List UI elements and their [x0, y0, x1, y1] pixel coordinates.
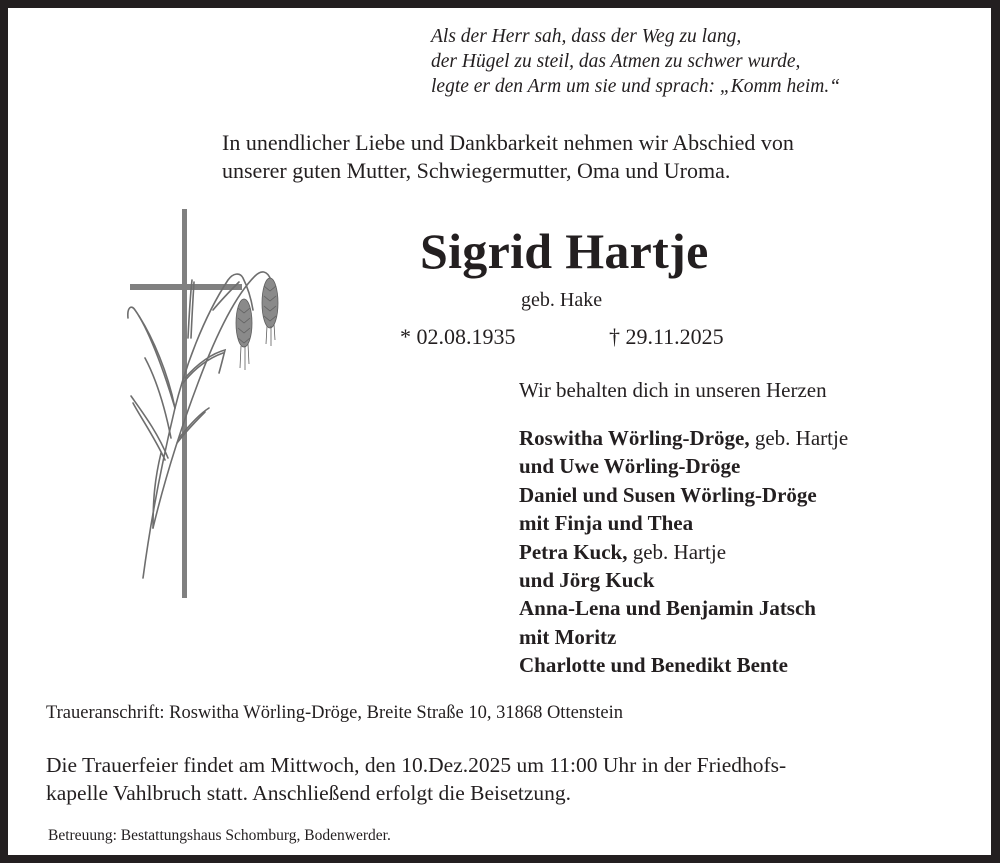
ceremony-info [46, 751, 786, 807]
intro-line: unserer guten Mutter, Schwiegermutter, Oma und Uroma. [222, 158, 731, 183]
family-member [519, 594, 848, 622]
family-member [519, 424, 848, 452]
family-member [519, 481, 848, 509]
intro-text [222, 129, 794, 185]
member-note: geb. Hartje [749, 426, 849, 450]
family-member [519, 538, 848, 566]
member-name: mit Finja und Thea [519, 511, 694, 536]
birth-date: * 02.08.1935 [400, 324, 516, 349]
death-date: † 29.11.2025 [609, 324, 724, 349]
family-member [519, 651, 848, 679]
mourning-address: Traueranschrift: Roswitha Wörling-Dröge, Breite Straße 10, 31868 Ottenstein [46, 703, 623, 723]
motto: Wir behalten dich in unseren Herzen [519, 378, 827, 402]
maiden-name: geb. Hake [521, 289, 603, 311]
intro-line: In unendlicher Liebe und Dankbarkeit nehmen wir Abschied von [222, 130, 794, 155]
undertaker-credit: Betreuung: Bestattungshaus Schomburg, Bodenwerder. [48, 827, 391, 844]
family-list [519, 424, 848, 680]
obituary-notice [8, 8, 991, 855]
family-member [519, 623, 848, 651]
deceased-name: Sigrid Hartje [420, 223, 709, 279]
poem-line: Als der Herr sah, dass der Weg zu lang, [431, 26, 742, 47]
ceremony-line: kapelle Vahlbruch statt. Anschließend erfolgt die Beisetzung. [46, 781, 572, 805]
poem-line: legte er den Arm um sie und sprach: „Komm heim.“ [431, 76, 841, 97]
family-member [519, 566, 848, 594]
member-name: und Uwe Wörling-Dröge [519, 454, 741, 479]
member-name: Daniel und Susen Wörling-Dröge [519, 482, 817, 507]
family-member [519, 452, 848, 480]
member-name: Roswitha Wörling-Dröge, [519, 426, 750, 450]
cross-with-wheat-icon [113, 198, 293, 608]
member-note: geb. Hartje [627, 539, 727, 564]
ceremony-line: Die Trauerfeier findet am Mittwoch, den 10.Dez.2025 um 11:00 Uhr in der Friedhofs- [46, 753, 787, 777]
family-member [519, 509, 848, 537]
member-name: mit Moritz [519, 624, 617, 649]
poem [431, 24, 840, 99]
member-name: Anna-Lena und Benjamin Jatsch [519, 596, 816, 621]
member-name: Petra Kuck, [519, 539, 628, 564]
poem-line: der Hügel zu steil, das Atmen zu schwer wurde, [431, 51, 801, 72]
member-name: Charlotte und Benedikt Bente [519, 653, 788, 678]
member-name: und Jörg Kuck [519, 568, 655, 593]
